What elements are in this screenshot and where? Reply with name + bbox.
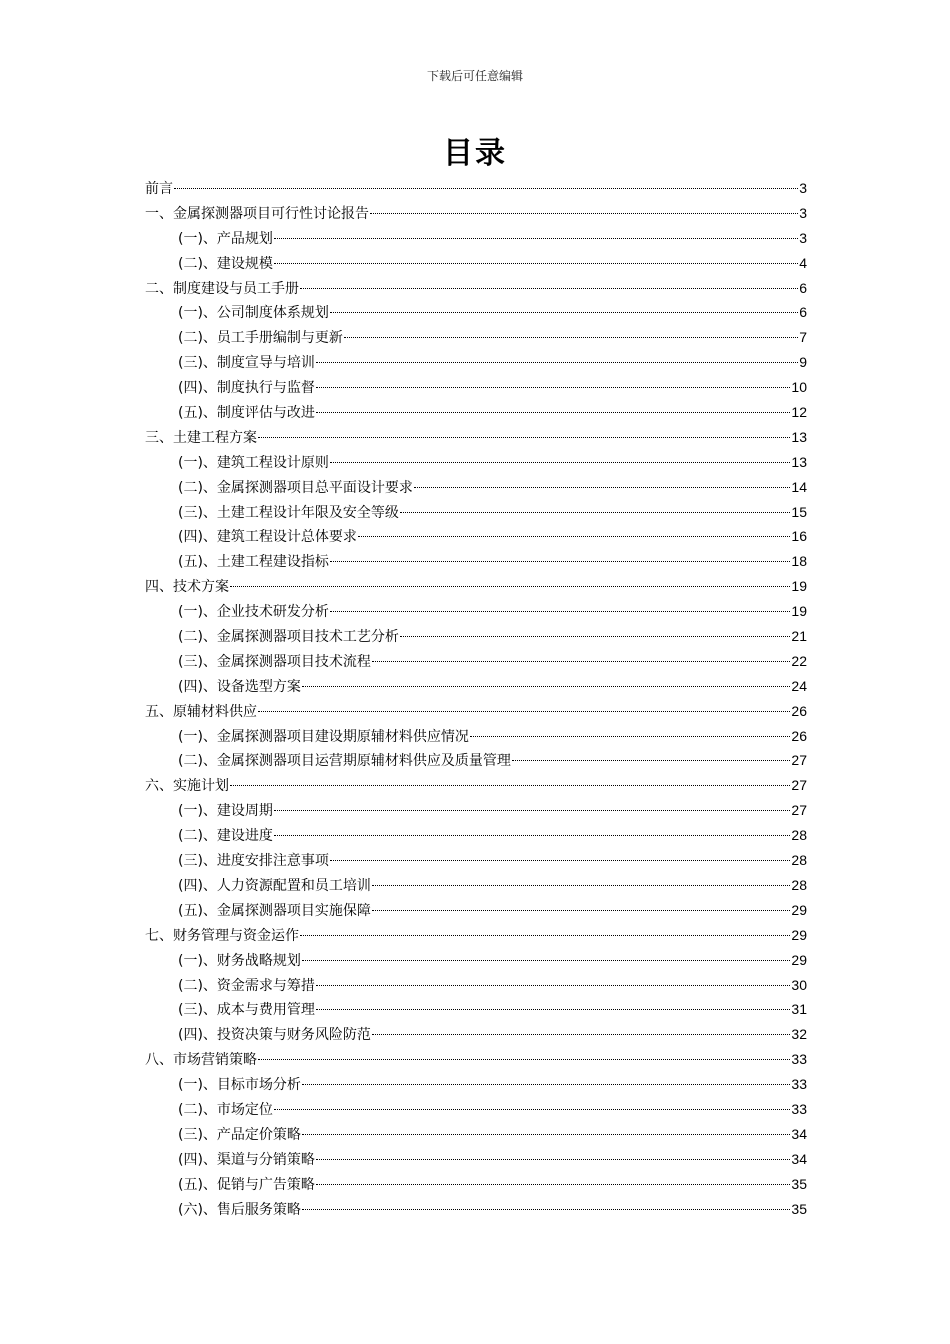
toc-entry[interactable] bbox=[145, 450, 807, 475]
page-title: 目录 bbox=[443, 136, 507, 171]
toc-entry-label: 四、技术方案 bbox=[145, 579, 229, 596]
toc-dot-leader bbox=[316, 984, 790, 986]
toc-entry[interactable] bbox=[145, 1122, 807, 1147]
toc-entry-label: (五)、促销与广告策略 bbox=[178, 1176, 315, 1193]
toc-entry-label: (四)、投资决策与财务风险防范 bbox=[178, 1027, 371, 1044]
toc-entry-page-number: 34 bbox=[791, 1125, 807, 1142]
toc-entry-page-number: 33 bbox=[791, 1076, 807, 1093]
toc-entry[interactable] bbox=[145, 574, 807, 599]
toc-entry-page-number: 19 bbox=[791, 578, 807, 595]
toc-entry[interactable] bbox=[145, 1147, 807, 1172]
toc-entry[interactable] bbox=[145, 699, 807, 724]
toc-entry-label: (四)、人力资源配置和员工培训 bbox=[178, 877, 371, 894]
toc-entry-label: (二)、建设规模 bbox=[178, 255, 273, 272]
toc-entry-page-number: 33 bbox=[791, 1051, 807, 1068]
toc-entry-page-number: 22 bbox=[791, 652, 807, 669]
toc-entry-label: 六、实施计划 bbox=[145, 778, 229, 795]
toc-dot-leader bbox=[300, 287, 798, 289]
toc-entry[interactable] bbox=[145, 425, 807, 450]
toc-entry-page-number: 18 bbox=[791, 553, 807, 570]
toc-entry-label: (三)、金属探测器项目技术流程 bbox=[178, 653, 371, 670]
toc-entry[interactable] bbox=[145, 773, 807, 798]
toc-entry-label: (二)、员工手册编制与更新 bbox=[178, 330, 343, 347]
toc-entry-label: (一)、建设周期 bbox=[178, 803, 273, 820]
toc-entry[interactable] bbox=[145, 1022, 807, 1047]
toc-entry-page-number: 29 bbox=[791, 926, 807, 943]
toc-entry-label: (二)、金属探测器项目运营期原辅材料供应及质量管理 bbox=[178, 753, 511, 770]
toc-dot-leader bbox=[316, 1008, 790, 1010]
toc-entry-label: (五)、金属探测器项目实施保障 bbox=[178, 902, 371, 919]
toc-entry-page-number: 29 bbox=[791, 951, 807, 968]
toc-entry[interactable] bbox=[145, 798, 807, 823]
toc-entry-label: 前言 bbox=[145, 181, 173, 197]
toc-entry-page-number: 4 bbox=[799, 254, 807, 271]
toc-dot-leader bbox=[230, 784, 790, 786]
toc-dot-leader bbox=[414, 486, 790, 488]
toc-entry[interactable] bbox=[145, 549, 807, 574]
toc-entry-label: (五)、土建工程建设指标 bbox=[178, 554, 329, 571]
toc-entry[interactable] bbox=[145, 599, 807, 624]
toc-entry-page-number: 16 bbox=[791, 528, 807, 545]
toc-entry-label: (四)、设备选型方案 bbox=[178, 678, 301, 695]
toc-entry[interactable] bbox=[145, 325, 807, 350]
toc-entry-label: 七、财务管理与资金运作 bbox=[145, 927, 299, 944]
toc-dot-leader bbox=[358, 535, 790, 537]
toc-entry[interactable] bbox=[145, 724, 807, 749]
toc-entry-page-number: 26 bbox=[791, 702, 807, 719]
toc-entry[interactable] bbox=[145, 201, 807, 226]
toc-dot-leader bbox=[302, 685, 790, 687]
toc-dot-leader bbox=[258, 436, 790, 438]
toc-dot-leader bbox=[258, 1058, 790, 1060]
toc-entry-label: (四)、渠道与分销策略 bbox=[178, 1151, 315, 1168]
toc-entry-label: (二)、资金需求与筹措 bbox=[178, 977, 315, 994]
toc-entry-page-number: 7 bbox=[799, 329, 807, 346]
toc-entry[interactable] bbox=[145, 898, 807, 923]
toc-dot-leader bbox=[344, 336, 798, 338]
toc-dot-leader bbox=[330, 859, 790, 861]
toc-dot-leader bbox=[330, 610, 790, 612]
toc-entry[interactable] bbox=[145, 251, 807, 276]
toc-entry-label: (三)、进度安排注意事项 bbox=[178, 853, 329, 870]
toc-entry-label: (三)、制度宣导与培训 bbox=[178, 355, 315, 372]
toc-entry[interactable] bbox=[145, 350, 807, 375]
toc-dot-leader bbox=[316, 361, 798, 363]
toc-dot-leader bbox=[274, 1108, 790, 1110]
toc-dot-leader bbox=[274, 262, 798, 264]
toc-dot-leader bbox=[316, 1158, 790, 1160]
toc-dot-leader bbox=[372, 909, 790, 911]
toc-entry-label: (二)、金属探测器项目总平面设计要求 bbox=[178, 479, 413, 496]
toc-entry-page-number: 35 bbox=[791, 1200, 807, 1217]
toc-entry-page-number: 3 bbox=[799, 229, 807, 246]
toc-entry-label: (一)、公司制度体系规划 bbox=[178, 305, 329, 322]
toc-dot-leader bbox=[400, 635, 790, 637]
toc-entry-label: 五、原辅材料供应 bbox=[145, 703, 257, 720]
toc-entry[interactable] bbox=[145, 873, 807, 898]
toc-entry-label: (三)、产品定价策略 bbox=[178, 1126, 301, 1143]
toc-entry-label: 八、市场营销策略 bbox=[145, 1052, 257, 1069]
toc-dot-leader bbox=[330, 461, 790, 463]
toc-entry-label: (三)、成本与费用管理 bbox=[178, 1002, 315, 1019]
toc-entry-page-number: 13 bbox=[791, 453, 807, 470]
toc-entry-page-number: 6 bbox=[799, 279, 807, 296]
header-note: 下载后可任意编辑 bbox=[426, 69, 523, 83]
toc-entry-label: (二)、市场定位 bbox=[178, 1101, 273, 1118]
toc-entry-page-number: 30 bbox=[791, 976, 807, 993]
toc-dot-leader bbox=[274, 834, 790, 836]
toc-entry-label: (一)、产品规划 bbox=[178, 230, 273, 247]
toc-entry[interactable] bbox=[145, 649, 807, 674]
toc-entry-label: 一、金属探测器项目可行性讨论报告 bbox=[145, 205, 369, 222]
toc-dot-leader bbox=[470, 735, 790, 737]
toc-dot-leader bbox=[302, 1208, 790, 1210]
toc-entry[interactable] bbox=[145, 1097, 807, 1122]
toc-entry-page-number: 34 bbox=[791, 1150, 807, 1167]
toc-entry-page-number: 35 bbox=[791, 1175, 807, 1192]
toc-entry-page-number: 28 bbox=[791, 876, 807, 893]
toc-entry-page-number: 31 bbox=[791, 1001, 807, 1018]
toc-dot-leader bbox=[316, 386, 790, 388]
toc-entry-label: (三)、土建工程设计年限及安全等级 bbox=[178, 504, 399, 521]
toc-entry-page-number: 27 bbox=[791, 802, 807, 819]
toc-dot-leader bbox=[302, 959, 790, 961]
toc-entry-page-number: 13 bbox=[791, 428, 807, 445]
toc-dot-leader bbox=[274, 809, 790, 811]
toc-entry-page-number: 26 bbox=[791, 727, 807, 744]
toc-entry-page-number: 6 bbox=[799, 304, 807, 321]
toc-dot-leader bbox=[512, 759, 790, 761]
toc-entry[interactable] bbox=[145, 475, 807, 500]
toc-entry-page-number: 3 bbox=[799, 180, 807, 196]
toc-entry[interactable] bbox=[145, 375, 807, 400]
toc-dot-leader bbox=[370, 212, 798, 214]
toc-entry[interactable] bbox=[145, 948, 807, 973]
toc-entry-page-number: 27 bbox=[791, 752, 807, 769]
toc-entry-page-number: 9 bbox=[799, 354, 807, 371]
toc-entry[interactable] bbox=[145, 176, 807, 201]
toc-dot-leader bbox=[302, 1133, 790, 1135]
toc-entry-page-number: 3 bbox=[799, 204, 807, 221]
toc-entry-page-number: 28 bbox=[791, 852, 807, 869]
toc-entry-label: (一)、目标市场分析 bbox=[178, 1077, 301, 1094]
toc-entry[interactable] bbox=[145, 1047, 807, 1072]
toc-entry-label: (一)、财务战略规划 bbox=[178, 952, 301, 969]
toc-entry[interactable] bbox=[145, 674, 807, 699]
toc-entry-label: (一)、企业技术研发分析 bbox=[178, 604, 329, 621]
toc-entry-label: (二)、金属探测器项目技术工艺分析 bbox=[178, 629, 399, 646]
toc-dot-leader bbox=[174, 187, 798, 189]
toc-entry[interactable] bbox=[145, 823, 807, 848]
toc-entry-label: (二)、建设进度 bbox=[178, 828, 273, 845]
table-of-contents bbox=[145, 176, 807, 1221]
toc-entry[interactable] bbox=[145, 923, 807, 948]
toc-entry-page-number: 12 bbox=[791, 404, 807, 421]
toc-entry-label: (一)、建筑工程设计原则 bbox=[178, 454, 329, 471]
toc-dot-leader bbox=[372, 1033, 790, 1035]
toc-entry[interactable] bbox=[145, 973, 807, 998]
toc-entry[interactable] bbox=[145, 624, 807, 649]
toc-dot-leader bbox=[258, 710, 790, 712]
toc-dot-leader bbox=[274, 237, 798, 239]
toc-entry[interactable] bbox=[145, 500, 807, 525]
toc-entry-label: 二、制度建设与员工手册 bbox=[145, 280, 299, 297]
toc-entry-page-number: 33 bbox=[791, 1100, 807, 1117]
toc-entry-label: (四)、建筑工程设计总体要求 bbox=[178, 529, 357, 546]
toc-entry-page-number: 19 bbox=[791, 603, 807, 620]
toc-entry[interactable] bbox=[145, 1072, 807, 1097]
toc-dot-leader bbox=[300, 934, 790, 936]
toc-dot-leader bbox=[330, 560, 790, 562]
toc-dot-leader bbox=[372, 660, 790, 662]
toc-entry[interactable] bbox=[145, 276, 807, 301]
toc-entry-page-number: 29 bbox=[791, 901, 807, 918]
toc-entry[interactable] bbox=[145, 300, 807, 325]
toc-entry-label: (四)、制度执行与监督 bbox=[178, 380, 315, 397]
toc-entry-page-number: 10 bbox=[791, 379, 807, 396]
toc-entry[interactable] bbox=[145, 524, 807, 549]
toc-entry-page-number: 32 bbox=[791, 1026, 807, 1043]
toc-entry-page-number: 14 bbox=[791, 478, 807, 495]
toc-entry-label: 三、土建工程方案 bbox=[145, 429, 257, 446]
toc-entry[interactable] bbox=[145, 748, 807, 773]
toc-entry[interactable] bbox=[145, 1172, 807, 1197]
toc-dot-leader bbox=[316, 1183, 790, 1185]
toc-entry-page-number: 28 bbox=[791, 827, 807, 844]
toc-entry-label: (一)、金属探测器项目建设期原辅材料供应情况 bbox=[178, 728, 469, 745]
toc-entry[interactable] bbox=[145, 1197, 807, 1222]
toc-entry-label: (六)、售后服务策略 bbox=[178, 1201, 301, 1218]
toc-entry[interactable] bbox=[145, 226, 807, 251]
toc-entry-page-number: 24 bbox=[791, 677, 807, 694]
toc-dot-leader bbox=[316, 411, 790, 413]
toc-entry-page-number: 27 bbox=[791, 777, 807, 794]
toc-entry[interactable] bbox=[145, 400, 807, 425]
toc-dot-leader bbox=[372, 884, 790, 886]
toc-entry-label: (五)、制度评估与改进 bbox=[178, 405, 315, 422]
toc-dot-leader bbox=[302, 1083, 790, 1085]
toc-entry[interactable] bbox=[145, 848, 807, 873]
toc-dot-leader bbox=[330, 311, 798, 313]
toc-entry[interactable] bbox=[145, 997, 807, 1022]
toc-dot-leader bbox=[230, 585, 790, 587]
toc-dot-leader bbox=[400, 511, 790, 513]
toc-entry-page-number: 21 bbox=[791, 628, 807, 645]
toc-entry-page-number: 15 bbox=[791, 503, 807, 520]
